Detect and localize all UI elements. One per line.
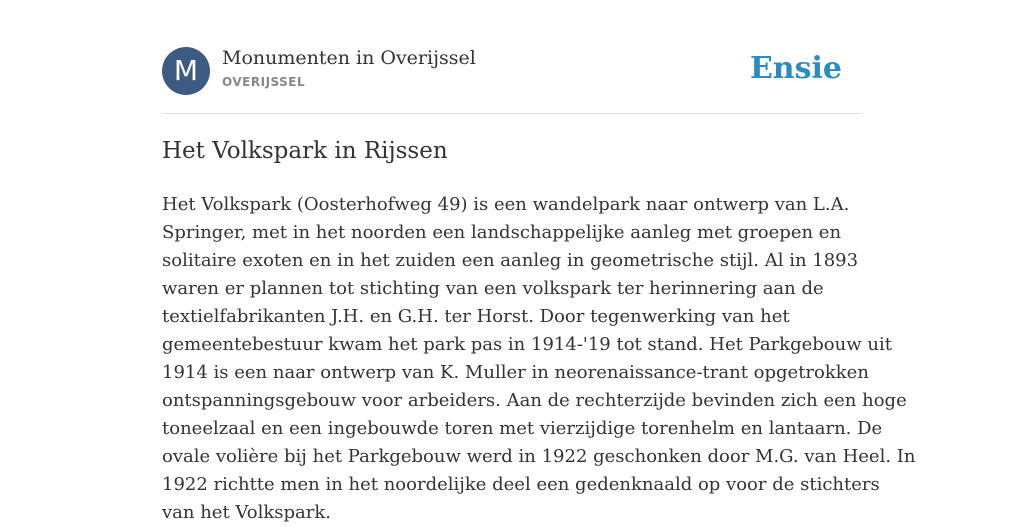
- collection-subtitle: OVERIJSSEL: [222, 75, 306, 89]
- article-body: [162, 191, 916, 527]
- body-line: ontspanningsgebouw voor arbeiders. Aan de rechterzijde bevinden zich een hoge: [162, 390, 907, 411]
- body-line: 1914 is een naar ontwerp van K. Muller in neorenaissance-trant opgetrokken: [162, 362, 869, 383]
- body-line: ovale volière bij het Parkgebouw werd in 1922 geschonken door M.G. van Heel. In: [162, 446, 916, 467]
- brand-logo[interactable]: Ensie: [749, 51, 842, 86]
- body-line: solitaire exoten en in het zuiden een aanleg in geometrische stijl. Al in 1893: [162, 250, 859, 271]
- body-line: waren er plannen tot stichting van een volkspark ter herinnering aan de: [162, 278, 824, 299]
- article-title: Het Volkspark in Rijssen: [162, 138, 448, 164]
- body-line: van het Volkspark.: [162, 502, 331, 523]
- collection-header: [162, 47, 862, 95]
- collection-title[interactable]: Monumenten in Overijssel: [222, 47, 476, 69]
- body-line: 1922 richtte men in het noordelijke deel een gedenknaald op voor de stichters: [162, 474, 880, 495]
- body-line: textielfabrikanten J.H. en G.H. ter Horst. Door tegenwerking van het: [162, 306, 790, 327]
- divider: [162, 113, 862, 114]
- body-line: gemeentebestuur kwam het park pas in 1914-'19 tot stand. Het Parkgebouw uit: [162, 334, 892, 355]
- body-line: Het Volkspark (Oosterhofweg 49) is een wandelpark naar ontwerp van L.A.: [162, 194, 850, 215]
- avatar[interactable]: M: [162, 47, 210, 95]
- body-line: Springer, met in het noorden een landschappelijke aanleg met groepen en: [162, 222, 842, 243]
- body-line: toneelzaal en een ingebouwde toren met vierzijdige torenhelm en lantaarn. De: [162, 418, 883, 439]
